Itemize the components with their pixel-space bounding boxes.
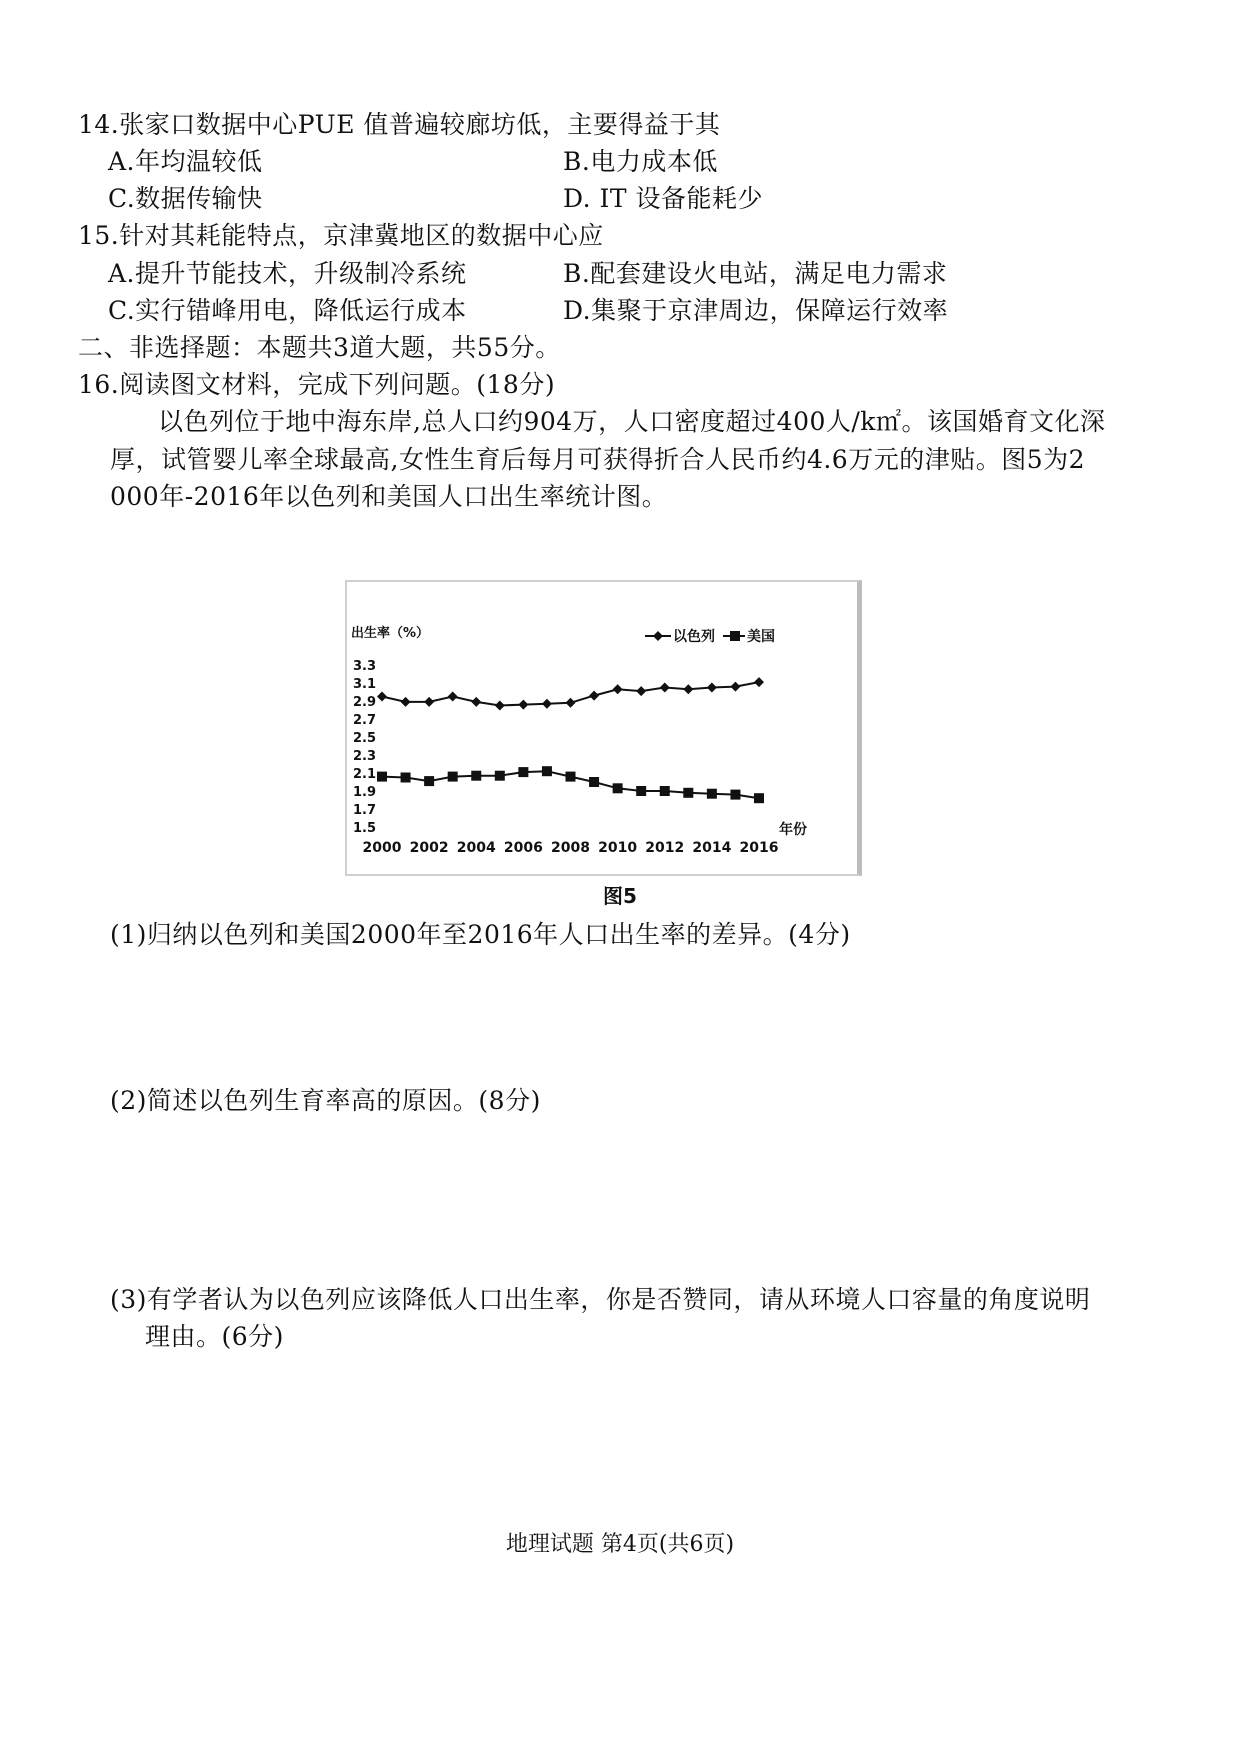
- subquestion-1: (1)归纳以色列和美国2000年至2016年人口出生率的差异。(4分): [110, 920, 851, 949]
- data-point-square: [660, 786, 670, 796]
- y-tick-label: 2.3: [353, 749, 377, 764]
- data-point-diamond: [566, 698, 576, 708]
- question-15-option-c: C.实行错峰用电，降低运行成本: [108, 296, 467, 325]
- data-point-diamond: [613, 684, 623, 694]
- question-15-option-d: D.集聚于京津周边，保障运行效率: [563, 296, 949, 325]
- data-point-square: [730, 790, 740, 800]
- subquestion-2: (2)简述以色列生育率高的原因。(8分): [110, 1086, 541, 1115]
- y-tick-label: 3.3: [353, 659, 377, 674]
- data-point-square: [683, 788, 693, 798]
- legend-marker-square: [730, 631, 740, 641]
- x-tick-label: 2006: [503, 840, 543, 856]
- x-tick-label: 2014: [692, 840, 732, 856]
- birth-rate-chart-svg: [347, 582, 857, 874]
- material-paragraph-line-3: 000年-2016年以色列和美国人口出生率统计图。: [110, 482, 668, 511]
- data-point-diamond: [401, 697, 411, 707]
- data-point-diamond: [471, 697, 481, 707]
- question-14-stem: 14.张家口数据中心PUE 值普遍较廊坊低，主要得益于其: [78, 110, 721, 139]
- data-point-square: [707, 789, 717, 799]
- x-tick-label: 2000: [362, 840, 402, 856]
- legend-label-1: 以色列: [673, 629, 715, 645]
- x-tick-label: 2008: [551, 840, 590, 856]
- birth-rate-chart: [345, 580, 862, 876]
- page-footer: 地理试题 第4页(共6页): [505, 1532, 735, 1557]
- data-point-square: [636, 786, 646, 796]
- data-point-square: [448, 772, 458, 782]
- data-point-square: [754, 793, 764, 803]
- data-point-square: [471, 771, 481, 781]
- question-16-stem: 16.阅读图文材料，完成下列问题。(18分): [78, 370, 556, 399]
- legend-label-2: 美国: [747, 629, 775, 645]
- question-15-stem: 15.针对其耗能特点，京津冀地区的数据中心应: [78, 221, 604, 250]
- material-paragraph-line-2: 厚，试管婴儿率全球最高,女性生育后每月可获得折合人民币约4.6万元的津贴。图5为2: [110, 445, 1086, 474]
- legend-marker-diamond: [653, 631, 663, 641]
- question-14-option-b: B.电力成本低: [563, 147, 718, 176]
- data-point-square: [401, 773, 411, 783]
- data-point-diamond: [518, 700, 528, 710]
- x-tick-label: 2016: [739, 840, 779, 856]
- figure-caption: 图5: [603, 884, 637, 908]
- data-point-diamond: [660, 683, 670, 693]
- data-point-diamond: [707, 683, 717, 693]
- subquestion-3-line-1: (3)有学者认为以色列应该降低人口出生率，你是否赞同，请从环境人口容量的角度说明: [110, 1285, 1091, 1314]
- data-point-square: [518, 767, 528, 777]
- x-tick-label: 2002: [409, 840, 449, 856]
- y-tick-label: 1.9: [353, 785, 377, 800]
- data-point-square: [542, 766, 552, 776]
- y-tick-label: 2.9: [353, 695, 377, 710]
- data-point-square: [589, 777, 599, 787]
- y-tick-label: 3.1: [353, 677, 377, 692]
- x-tick-label: 2010: [598, 840, 638, 856]
- data-point-square: [495, 771, 505, 781]
- data-point-square: [377, 772, 387, 782]
- data-point-diamond: [377, 692, 387, 702]
- data-point-diamond: [730, 682, 740, 692]
- data-point-diamond: [636, 686, 646, 696]
- data-point-diamond: [495, 701, 505, 711]
- data-point-diamond: [589, 691, 599, 701]
- y-tick-label: 1.7: [353, 803, 377, 818]
- data-point-square: [424, 776, 434, 786]
- question-15-option-b: B.配套建设火电站，满足电力需求: [563, 259, 948, 288]
- x-tick-label: 2012: [645, 840, 685, 856]
- x-axis-label: 年份: [779, 822, 807, 838]
- data-point-square: [613, 783, 623, 793]
- data-point-diamond: [542, 699, 552, 709]
- y-tick-label: 2.5: [353, 731, 377, 746]
- data-point-diamond: [424, 697, 434, 707]
- question-15-option-a: A.提升节能技术，升级制冷系统: [108, 259, 467, 288]
- data-point-diamond: [754, 677, 764, 687]
- y-tick-label: 2.7: [353, 713, 377, 728]
- data-point-diamond: [448, 692, 458, 702]
- data-point-square: [566, 772, 576, 782]
- question-14-option-c: C.数据传输快: [108, 184, 263, 213]
- x-tick-label: 2004: [456, 840, 496, 856]
- question-14-option-d: D. IT 设备能耗少: [563, 184, 764, 213]
- y-tick-label: 2.1: [353, 767, 377, 782]
- question-14-option-a: A.年均温较低: [108, 147, 263, 176]
- y-axis-label: 出生率（%）: [351, 626, 430, 641]
- subquestion-3-line-2: 理由。(6分): [145, 1322, 284, 1351]
- data-point-diamond: [683, 684, 693, 694]
- section-heading: 二、非选择题：本题共3道大题，共55分。: [78, 333, 561, 362]
- material-paragraph-line-1: 以色列位于地中海东岸,总人口约904万，人口密度超过400人/k㎡。该国婚育文化深: [158, 407, 1106, 436]
- y-tick-label: 1.5: [353, 821, 377, 836]
